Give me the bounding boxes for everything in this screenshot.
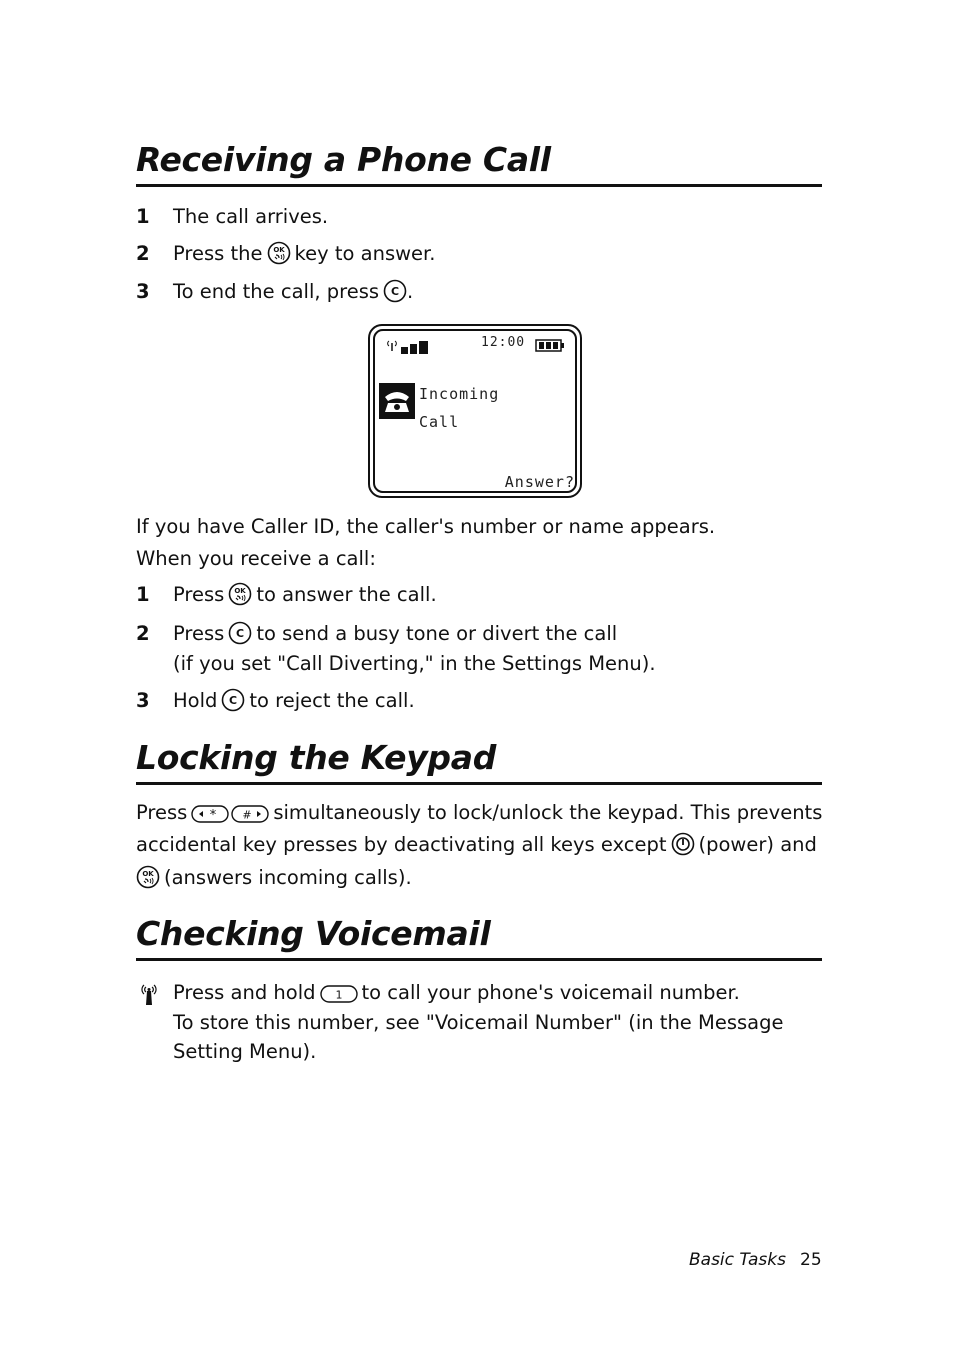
phone-screen	[368, 324, 582, 498]
step-text-pre: Press the	[173, 242, 263, 265]
step-text-post: .	[407, 280, 414, 303]
step-text-post: to reject the call.	[249, 689, 415, 712]
step-text-post: to answer the call.	[256, 583, 437, 606]
page-number: 25	[800, 1250, 822, 1270]
step-text-post: key to answer.	[294, 242, 436, 265]
footer-section: Basic Tasks	[689, 1250, 786, 1270]
step-number: 3	[136, 280, 150, 303]
step-number: 3	[136, 689, 150, 712]
voicemail-line-2: To store this number, see "Voicemail Number" (in the Message	[173, 1011, 784, 1034]
hash-key-icon	[231, 804, 269, 824]
power-key-icon	[671, 832, 695, 856]
locking-line-1	[136, 798, 822, 828]
step-text-pre: Press	[173, 622, 225, 645]
step-text-pre: Hold	[173, 689, 218, 712]
svg-text:C: C	[236, 627, 245, 640]
ok-key-icon	[136, 865, 160, 889]
heading-receiving-call: Receiving a Phone Call	[136, 140, 822, 187]
antenna-icon	[385, 337, 399, 356]
voicemail-post: to call your phone's voicemail number.	[361, 981, 740, 1004]
screen-answer-prompt: Answer?	[504, 473, 575, 491]
antenna-icon	[138, 982, 160, 1010]
battery-icon	[535, 337, 565, 356]
locking-line-2-pre: accidental key presses by deactivating all keys except	[136, 833, 667, 856]
caller-id-text: If you have Caller ID, the caller's number or name appears.	[136, 515, 716, 538]
page-footer	[689, 1250, 822, 1270]
heading-locking-keypad: Locking the Keypad	[136, 738, 822, 785]
voicemail-line-3: Setting Menu).	[173, 1040, 317, 1063]
screen-time: 12:00	[481, 335, 526, 350]
signal-strength-icon	[401, 339, 433, 358]
svg-text:#: #	[242, 808, 252, 822]
step-text: The call arrives.	[173, 205, 329, 228]
svg-text:OK: OK	[234, 587, 247, 595]
step-text-pre: Press	[173, 583, 225, 606]
locking-line-2-post: (power) and	[698, 833, 817, 856]
locking-post-1: simultaneously to lock/unlock the keypad. This prevents	[273, 801, 823, 824]
voicemail-pre: Press and hold	[173, 981, 316, 1004]
screen-line-2: Call	[419, 413, 460, 431]
heading-checking-voicemail: Checking Voicemail	[136, 914, 822, 961]
star-key-icon	[191, 804, 229, 824]
c-key-icon	[228, 621, 252, 645]
svg-text:*: *	[210, 808, 217, 823]
step-number: 1	[136, 583, 150, 606]
c-key-icon	[221, 688, 245, 712]
locking-line-2	[136, 830, 817, 860]
call-step-2-line-2: (if you set "Call Diverting," in the Settings Menu).	[173, 652, 656, 675]
screen-line-1: Incoming	[419, 385, 500, 403]
svg-text:OK: OK	[142, 870, 154, 878]
step-number: 2	[136, 622, 150, 645]
ok-key-icon	[267, 241, 291, 265]
voicemail-line-1	[173, 978, 740, 1008]
c-key-icon	[383, 279, 407, 303]
step-number: 2	[136, 242, 150, 265]
incoming-call-icon	[379, 383, 415, 423]
ok-key-icon	[228, 582, 252, 606]
one-key-icon	[320, 984, 358, 1004]
svg-text:C: C	[229, 694, 238, 707]
locking-line-3	[136, 863, 412, 893]
locking-line-3-post: (answers incoming calls).	[164, 866, 412, 889]
step-number: 1	[136, 205, 150, 228]
locking-pre: Press	[136, 801, 188, 824]
when-text: When you receive a call:	[136, 547, 376, 570]
svg-text:OK: OK	[272, 246, 285, 254]
step-text-post: to send a busy tone or divert the call	[256, 622, 618, 645]
svg-text:C: C	[391, 285, 400, 298]
step-text-pre: To end the call, press	[173, 280, 380, 303]
svg-text:1: 1	[335, 988, 342, 1002]
